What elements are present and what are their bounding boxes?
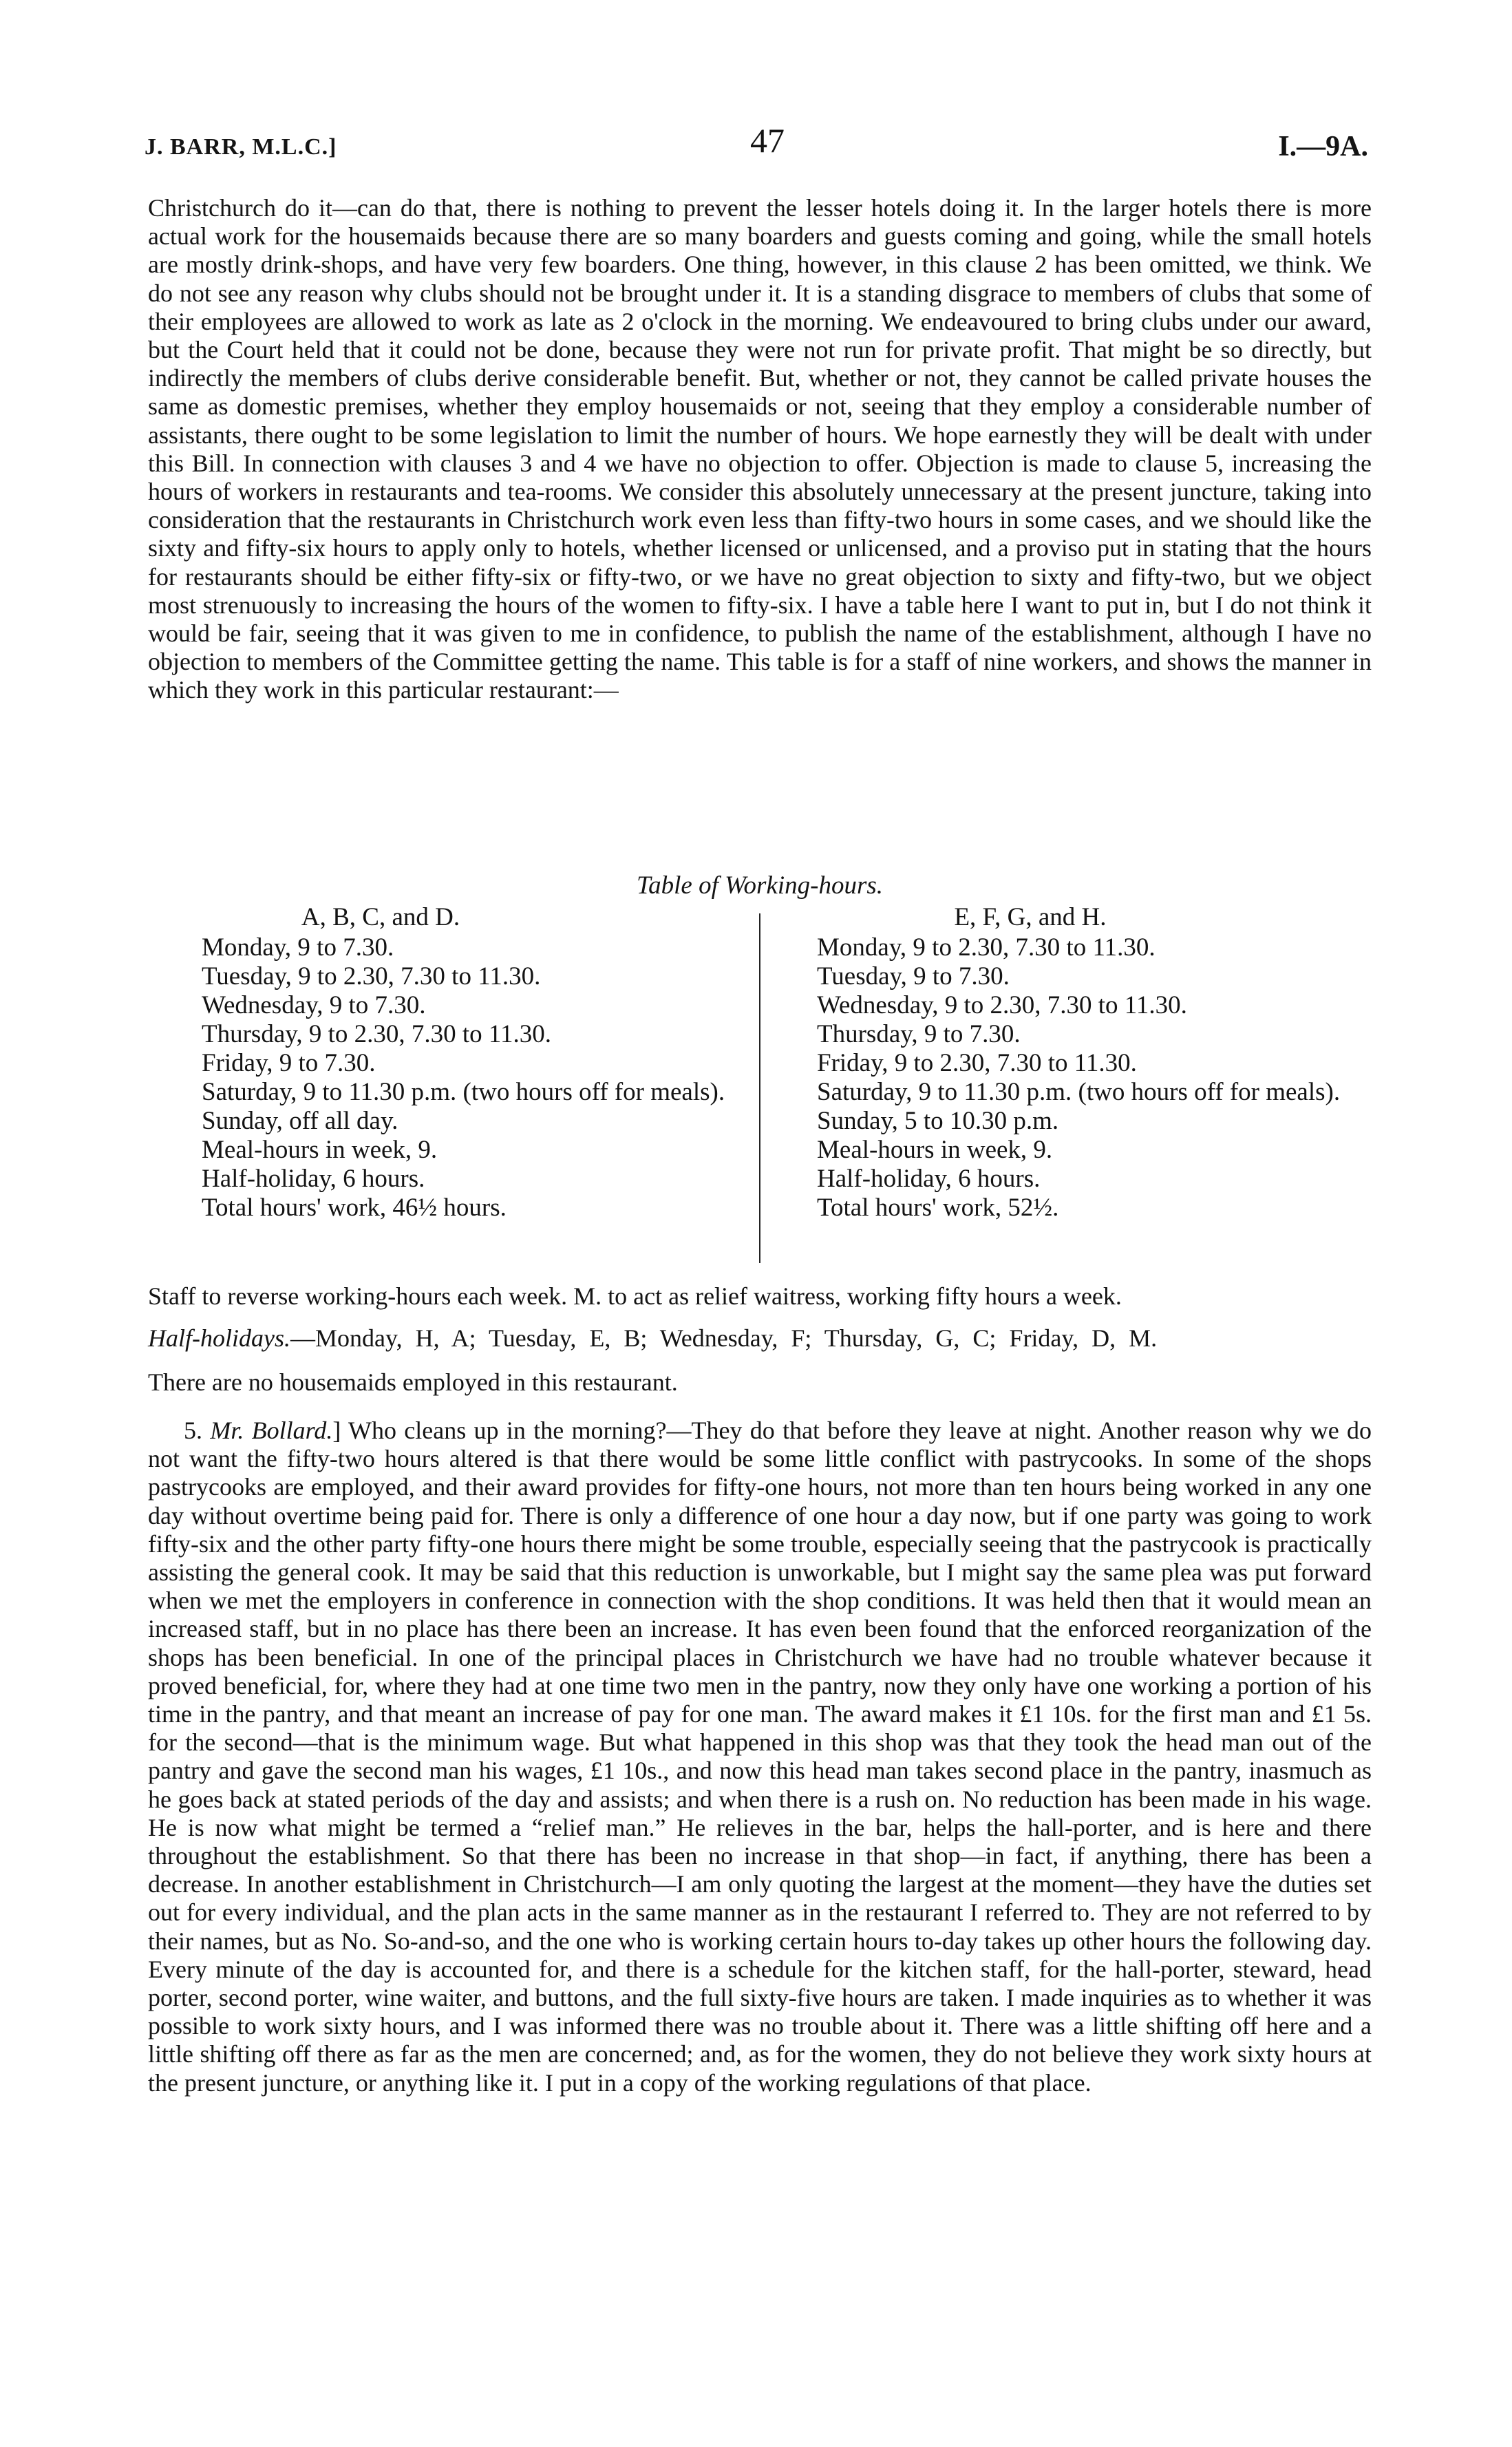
- schedule-column-efgh: [817, 903, 1354, 1222]
- staff-note: Staff to reverse working-hours each week. M. to act as relief waitress, working fifty hours a week.: [148, 1282, 1122, 1310]
- page-number: 47: [750, 121, 785, 160]
- schedule-heading-abcd: A, B, C, and D.: [301, 903, 460, 931]
- half-holidays-label: Half-holidays.: [148, 1324, 290, 1352]
- housemaids-note: There are no housemaids employed in this restaurant.: [148, 1368, 678, 1396]
- schedule-line: Monday, 9 to 2.30, 7.30 to 11.30.: [817, 933, 1156, 962]
- schedule-line: Meal-hours in week, 9.: [202, 1136, 438, 1164]
- schedule-line: Saturday, 9 to 11.30 p.m. (two hours off for meals).: [817, 1078, 1341, 1106]
- table-title: Table of Working-hours.: [636, 871, 884, 900]
- schedule-column-abcd: [202, 903, 738, 1222]
- schedule-line: Total hours' work, 52½.: [817, 1194, 1059, 1222]
- schedule-heading-efgh: E, F, G, and H.: [954, 903, 1107, 931]
- schedule-line: Friday, 9 to 2.30, 7.30 to 11.30.: [817, 1049, 1137, 1077]
- running-head: [145, 120, 1368, 169]
- schedule-line: Total hours' work, 46½ hours.: [202, 1194, 507, 1222]
- schedule-line: Tuesday, 9 to 2.30, 7.30 to 11.30.: [202, 962, 541, 991]
- paragraph-question-5: [148, 1417, 1372, 2097]
- schedule-line: Half-holiday, 6 hours.: [202, 1165, 425, 1193]
- paragraph-evidence-1: Christchurch do it—can do that, there is nothing to prevent the lesser hotels doing it. In the larger hotels there is more actual work for the housemaids because there are so many boarders and guests coming and going, while the small hotels are mostly drink-shops, and have very few boarders. One thing, however, in this clause 2 has been omitted, we think. We do not see any reason why clubs should not be brought under it. It is a standing disgrace to members of clubs that some of their employees are allowed to work as late as 2 o'clock in the morning. We endeavoured to bring clubs under our award, but the Court held that it could not be done, because they were not run for private profit. That might be so directly, but indirectly the members of clubs derive considerable benefit. But, whether or not, they cannot be called private houses the same as domestic premises, whether they employ housemaids or not, seeing that they employ a considerable number of assistants, there ought to be some legislation to limit the number of hours. We hope earnestly they will be dealt with under this Bill. In connection with clauses 3 and 4 we have no objection to offer. Objection is made to clause 5, increasing the hours of workers in restaurants and tea-rooms. We consider this absolutely unnecessary at the present juncture, taking into consideration that the restaurants in Christchurch work even less than fifty-two hours in some cases, and we should like the sixty and fifty-six hours to apply only to hotels, whether licensed or unlicensed, and a proviso put in stating that the hours for restaurants should be either fifty-six or fifty-two, or we have no great objection to sixty and fifty-two, but we object most strenuously to increasing the hours of the women to fifty-six. I have a table here I want to put in, but I do not think it would be fair, seeing that it was given to me in confidence, to publish the name of the establishment, although I have no objection to members of the Committee getting the name. This table is for a staff of nine workers, and shows the manner in which they work in this particular restaurant:—: [148, 194, 1372, 704]
- question-number: 5.: [184, 1417, 202, 1444]
- question-answer-text: ] Who cleans up in the morning?—They do that before they leave at night. Another reason why we do not want the fifty-two hours altered is that there would be some little conflict with pastrycooks. In some of the shops pastrycooks are employed, and their award provides for fifty-one hours, not more than ten hours being worked in any one day without overtime being paid for. There is only a difference of one hour a day now, but if one party was going to work fifty-six and the other party fifty-one hours there might be some trouble, especially seeing that the pastrycook is practically assisting the general cook. It may be said that this reduction is unworkable, but I might say the same plea was put forward when we met the employers in conference in connection with the shop conditions. It was held then that it would mean an increased staff, but in no place has there been an increase. It has even been found that the enforced reorganization of the shops has been beneficial. In one of the principal places in Christchurch we have had no trouble whatever because it proved beneficial, for, where they had at one time two men in the pantry, now they only have one working a portion of his time in the pantry, and that meant an increase of pay for one man. The award makes it £1 10s. for the first man and £1 5s. for the second—that is the minimum wage. But what happened in this shop was that they took the head man out of the pantry and gave the second man his wages, £1 10s., and now this head man takes second place in the pantry, inasmuch as he goes back at stated periods of the day and assists; and when there is a rush on. No reduction has been made in his wage. He is now what might be termed a “relief man.” He relieves in the bar, helps the hall-porter, and is here and there throughout the establishment. So that there has been no increase in that shop—in fact, if anything, there has been a decrease. In another establishment in Christchurch—I am only quoting the largest at the moment—they have the duties set out for every individual, and the plan acts in the same manner as in the restaurant I referred to. They are not referred to by their names, but as No. So-and-so, and the one who is working certain hours to-day takes up other hours the following day. Every minute of the day is accounted for, and there is a schedule for the kitchen staff, for the hall-porter, steward, head porter, second porter, wine waiter, and buttons, and the full sixty-five hours are taken. I made inquiries as to whether it was possible to work sixty hours, and I was informed there was no trouble about it. There was a little shifting off here and a little shifting off there as far as the men are concerned; and, as for the women, they do not believe they work sixty hours at the present juncture, or anything like it. I put in a copy of the working regulations of that place.: [148, 1417, 1372, 2097]
- schedule-line: Saturday, 9 to 11.30 p.m. (two hours off for meals).: [202, 1078, 725, 1106]
- half-holidays-note: [148, 1324, 1372, 1353]
- schedule-line: Tuesday, 9 to 7.30.: [817, 962, 1010, 991]
- schedule-line: Meal-hours in week, 9.: [817, 1136, 1053, 1164]
- schedule-line: Half-holiday, 6 hours.: [817, 1165, 1041, 1193]
- schedule-line: Sunday, 5 to 10.30 p.m.: [817, 1107, 1059, 1135]
- paper-reference: I.—9A.: [1278, 131, 1368, 162]
- schedule-line: Thursday, 9 to 7.30.: [817, 1020, 1021, 1048]
- half-holidays-text: —Monday, H, A; Tuesday, E, B; Wednesday, F; Thursday, G, C; Friday, D, M.: [290, 1324, 1158, 1352]
- schedule-line: Sunday, off all day.: [202, 1107, 398, 1135]
- column-divider: [759, 913, 760, 1263]
- schedule-line: Thursday, 9 to 2.30, 7.30 to 11.30.: [202, 1020, 552, 1048]
- questioner-name: Mr. Bollard.: [210, 1417, 333, 1444]
- schedule-line: Wednesday, 9 to 7.30.: [202, 991, 426, 1019]
- schedule-line: Monday, 9 to 7.30.: [202, 933, 394, 962]
- schedule-line: Wednesday, 9 to 2.30, 7.30 to 11.30.: [817, 991, 1187, 1019]
- header-speaker: J. BARR, M.L.C.]: [145, 134, 337, 160]
- schedule-line: Friday, 9 to 7.30.: [202, 1049, 376, 1077]
